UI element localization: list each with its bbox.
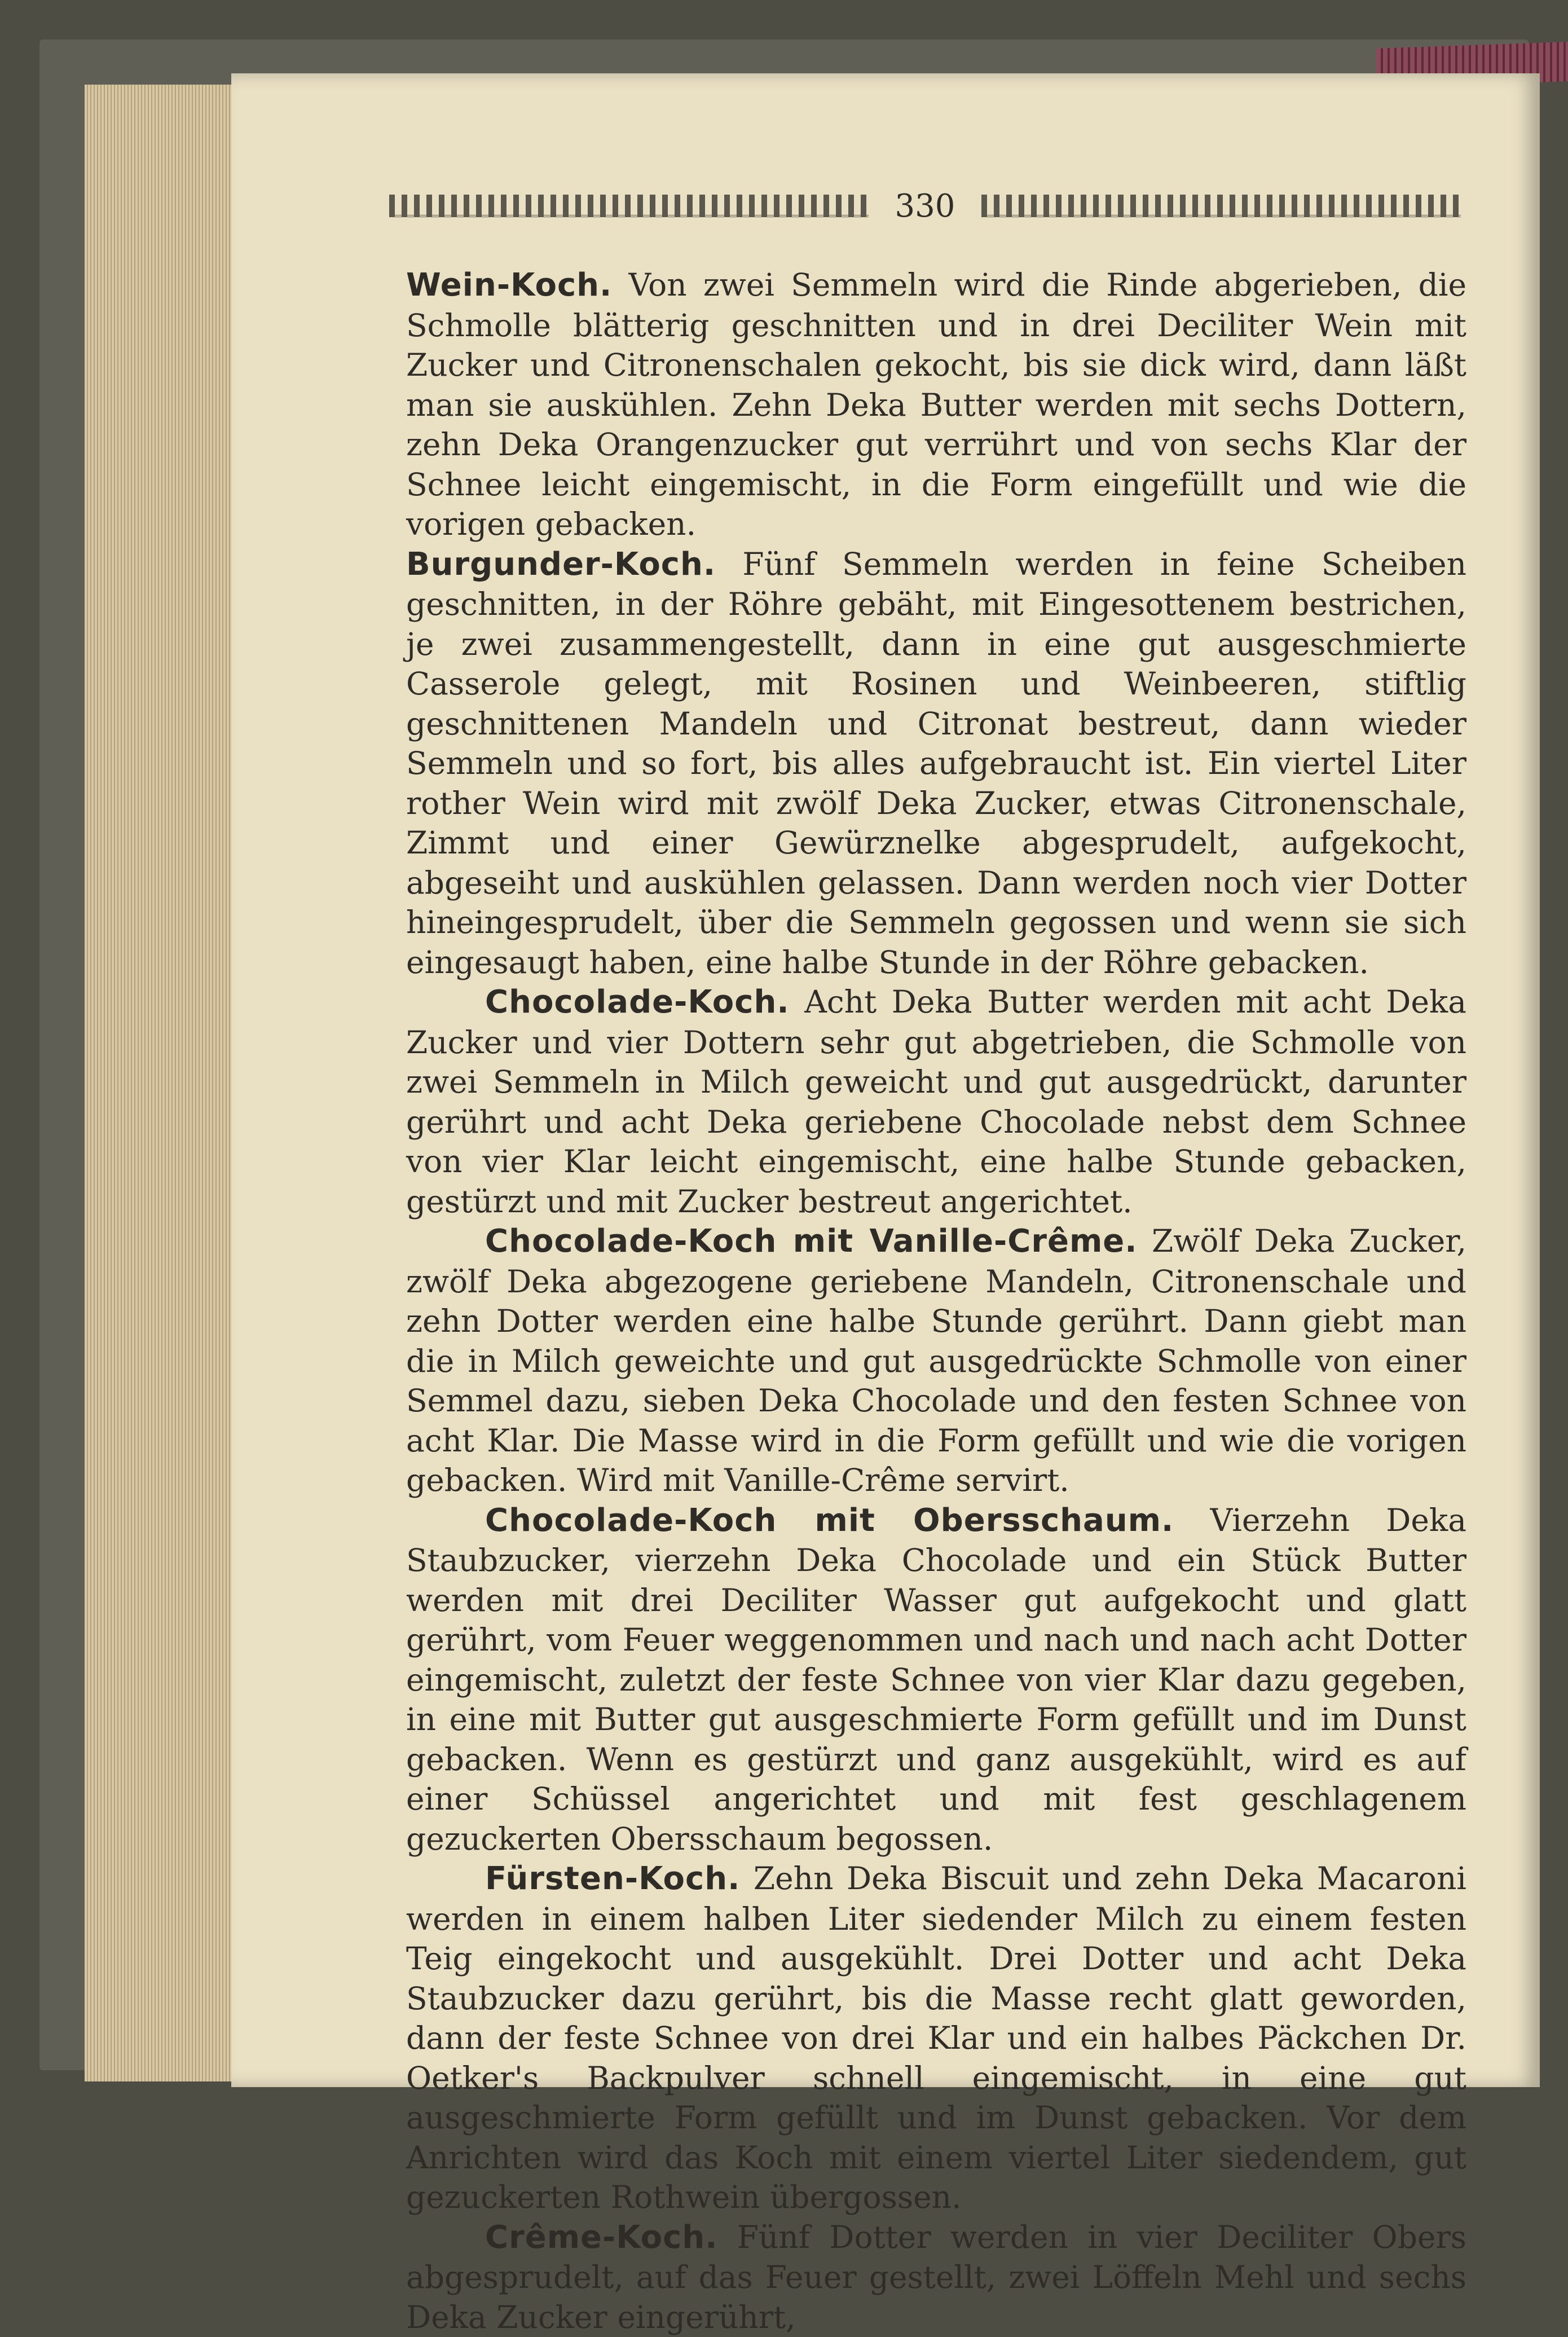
recipe-chocolade-koch xyxy=(406,982,1466,1221)
recipe-body: Fünf Semmeln werden in feine Scheiben geschnitten, in der Röhre gebäht, mit Eingesottenem bestrichen, je zwei zusammengestellt, dann in eine gut ausgeschmierte Casserole gelegt, mit Rosinen und Weinbeeren, stiftlig geschnittenen Mandeln und Citronat bestreut, dann wieder Semmeln und so fort, bis alles aufgebraucht ist. Ein viertel Liter rother Wein wird mit zwölf Deka Zucker, etwas Citronenschale, Zimmt und einer Gewürznelke abgesprudelt, aufgekocht, abgeseiht und auskühlen gelassen. Dann werden noch vier Dotter hineingesprudelt, über die Semmeln gegossen und wenn sie sich eingesaugt haben, eine halbe Stunde in der Röhre gebacken. xyxy=(406,546,1466,980)
recipe-body: Von zwei Semmeln wird die Rinde abgerieben, die Schmolle blätterig geschnitten und in drei Deciliter Wein mit Zucker und Citronenschalen gekocht, bis sie dick wird, dann läßt man sie auskühlen. Zehn Deka Butter werden mit sechs Dottern, zehn Deka Orangenzucker gut verrührt und von sechs Klar der Schnee leicht eingemischt, in die Form eingefüllt und wie die vorigen gebacken. xyxy=(406,267,1466,542)
left-ornament xyxy=(389,195,869,217)
recipe-title: Burgunder-Koch. xyxy=(406,546,716,583)
recipe-body: Zehn Deka Biscuit und zehn Deka Macaroni werden in einem halben Liter siedender Milch zu einem festen Teig eingekocht und ausgekühlt. Drei Dotter und acht Deka Staubzucker dazu gerührt, bis die Masse recht glatt geworden, dann der feste Schnee von drei Klar und ein halbes Päckchen Dr. Oetker's Backpulver schnell eingemischt, in eine gut ausgeschmierte Form gefüllt und im Dunst gebacken. Vor dem Anrichten wird das Koch mit einem viertel Liter siedendem, gut gezuckerten Rothwein übergossen. xyxy=(406,1860,1466,2215)
page-header xyxy=(389,189,1461,223)
recipe-creme-koch xyxy=(406,2217,1466,2337)
page-edges xyxy=(85,85,248,2081)
recipe-title: Crême-Koch. xyxy=(485,2219,718,2256)
recipe-title: Chocolade-Koch. xyxy=(485,984,790,1020)
recipe-title: Chocolade-Koch mit Vanille-Crême. xyxy=(485,1223,1138,1260)
recipe-body: Vierzehn Deka Staubzucker, vierzehn Deka Chocolade und ein Stück Butter werden mit drei Deciliter Wasser gut aufgekocht und glatt gerührt, vom Feuer weggenommen und nach und nach acht Dotter eingemischt, zuletzt der feste Schnee von vier Klar dazu gegeben, in eine mit Butter gut ausgeschmierte Form gefüllt und im Dunst gebacken. Wenn es gestürzt und ganz ausgekühlt, wird es auf einer Schüssel angerichtet und mit fest geschlagenem gezuckerten Obersschaum begossen. xyxy=(406,1502,1466,1857)
recipe-title: Wein-Koch. xyxy=(406,267,612,303)
recipe-title: Fürsten-Koch. xyxy=(485,1860,740,1897)
recipe-chocolade-koch-vanille xyxy=(406,1221,1466,1500)
recipe-wein-koch xyxy=(406,265,1466,544)
recipe-text xyxy=(406,265,1466,2337)
recipe-body: Zwölf Deka Zucker, zwölf Deka abgezogene geriebene Mandeln, Citronenschale und zehn Dotter werden eine halbe Stunde gerührt. Dann giebt man die in Milch geweichte und gut ausgedrückte Schmolle von einer Semmel dazu, sieben Deka Chocolade und den festen Schnee von acht Klar. Die Masse wird in die Form gefüllt und wie die vorigen gebacken. Wird mit Vanille-Crême servirt. xyxy=(406,1223,1466,1498)
recipe-body: Acht Deka Butter werden mit acht Deka Zucker und vier Dottern sehr gut abgetrieben, die Schmolle von zwei Semmeln in Milch geweicht und gut ausgedrückt, darunter gerührt und acht Deka geriebene Chocolade nebst dem Schnee von vier Klar leicht eingemischt, eine halbe Stunde gebacken, gestürzt und mit Zucker bestreut angerichtet. xyxy=(406,984,1466,1220)
recipe-burgunder-koch xyxy=(406,544,1466,983)
recipe-body: Fünf Dotter werden in vier Deciliter Obers abgesprudelt, auf das Feuer gestellt, zwei Löffeln Mehl und sechs Deka Zucker eingerührt, xyxy=(406,2219,1466,2335)
page-number: 330 xyxy=(880,188,970,225)
recipe-chocolade-koch-obersschaum xyxy=(406,1500,1466,1859)
right-ornament xyxy=(981,195,1461,217)
recipe-fuersten-koch xyxy=(406,1859,1466,2217)
recipe-title: Chocolade-Koch mit Obersschaum. xyxy=(485,1502,1174,1539)
